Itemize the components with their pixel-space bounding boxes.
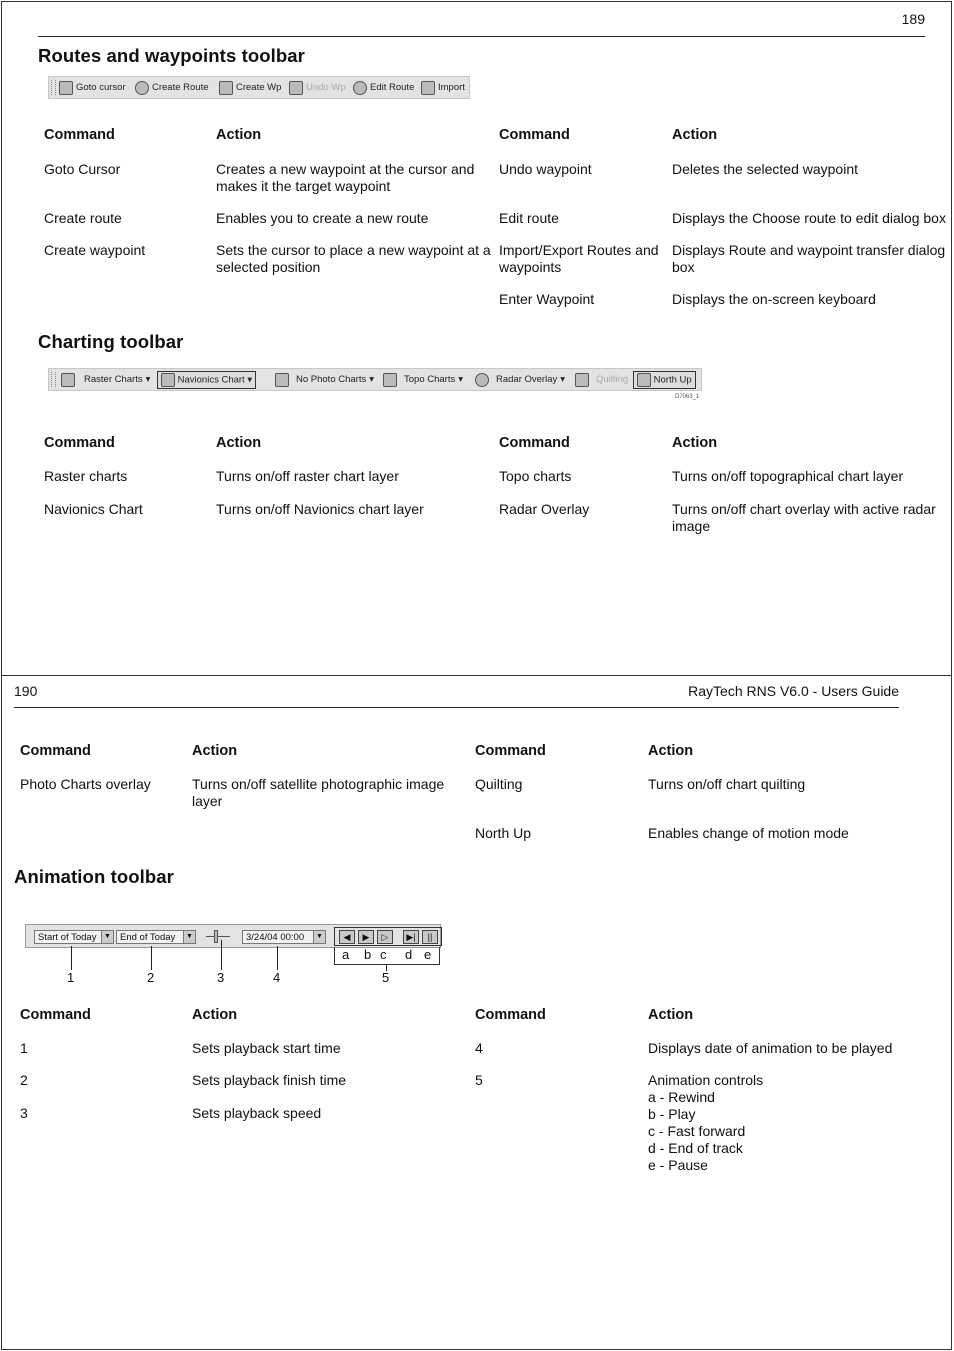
- toolbar-raster-charts: Raster Charts ▾: [61, 369, 150, 390]
- table-cell-action: Creates a new waypoint at the cursor and makes it the target waypoint: [216, 161, 475, 194]
- animation-action-header-right: Action: [648, 1007, 694, 1023]
- table-cell-action: Sets playback finish time: [192, 1072, 347, 1088]
- callout-number: 3: [217, 970, 225, 985]
- table-cell-action: Enables change of motion mode: [648, 825, 849, 841]
- page-number: 190: [14, 683, 38, 699]
- toolbar-navionics-chart: Navionics Chart ▾: [157, 369, 256, 390]
- page-190: [1, 675, 952, 1350]
- speed-slider-thumb: [214, 930, 218, 943]
- edit-route-icon: [353, 81, 367, 95]
- toolbar-topo-charts: Topo Charts ▾: [383, 369, 463, 390]
- charting-cont-action-header-right: Action: [648, 743, 694, 759]
- end-of-track-icon: ▶|: [403, 930, 419, 944]
- table-cell-action: Sets the cursor to place a new waypoint at a selected position: [216, 242, 491, 275]
- table-cell-action: Turns on/off topographical chart layer: [672, 468, 904, 484]
- charting-toolbar-image: [48, 368, 702, 391]
- table-cell-command: Photo Charts overlay: [20, 776, 151, 792]
- table-cell-command: 1: [20, 1040, 28, 1056]
- routes-command-header-left: Command: [44, 127, 115, 143]
- toolbar-create-wp: Create Wp: [219, 77, 281, 98]
- table-cell-command: Import/Export Routes and waypoints: [499, 242, 659, 275]
- table-cell-action: Turns on/off chart overlay with active radar image: [672, 501, 936, 534]
- charting-cont-command-header-left: Command: [20, 743, 91, 759]
- table-cell-action: Animation controls a - Rewind b - Play c - Fast forward d - End of track e - Pause: [648, 1072, 764, 1173]
- button-letter: e: [424, 947, 432, 962]
- callout-leader: [221, 940, 222, 970]
- charting-action-header-left: Action: [216, 435, 262, 451]
- charting-command-header-left: Command: [44, 435, 115, 451]
- callout-number: 4: [273, 970, 281, 985]
- header-rule: [14, 707, 899, 708]
- callout-number: 5: [382, 970, 390, 985]
- table-cell-action: Displays the on-screen keyboard: [672, 291, 876, 307]
- north-up-icon: [637, 373, 651, 387]
- table-cell-action: Turns on/off satellite photographic image layer: [192, 776, 445, 809]
- charting-action-header-right: Action: [672, 435, 718, 451]
- table-cell-action: Turns on/off raster chart layer: [216, 468, 399, 484]
- table-cell-command: Create route: [44, 210, 122, 226]
- page-189: [1, 1, 952, 676]
- pause-icon: ||: [422, 930, 438, 944]
- toolbar-photo-charts: No Photo Charts ▾: [275, 369, 374, 390]
- table-cell-action: Turns on/off chart quilting: [648, 776, 806, 792]
- toolbar-radar-overlay: Radar Overlay ▾: [475, 369, 565, 390]
- table-cell-command: 5: [475, 1072, 483, 1088]
- animation-toolbar-image: [25, 924, 441, 948]
- radar-icon: [475, 373, 489, 387]
- table-cell-command: 3: [20, 1105, 28, 1121]
- camera-icon: [275, 373, 289, 387]
- date-combo: 3/24/04 00:00 ▼: [242, 930, 326, 944]
- table-cell-action: Displays Route and waypoint transfer dialog box: [672, 242, 946, 275]
- toolbar-edit-route: Edit Route: [353, 77, 414, 98]
- rewind-icon: ◀: [339, 930, 355, 944]
- fast-forward-icon: ▷: [377, 930, 393, 944]
- table-cell-command: Enter Waypoint: [499, 291, 595, 307]
- table-cell-command: North Up: [475, 825, 532, 841]
- callout-leader: [277, 946, 278, 970]
- table-cell-action: Turns on/off Navionics chart layer: [216, 501, 424, 517]
- routes-command-header-right: Command: [499, 127, 570, 143]
- table-cell-command: Topo charts: [499, 468, 572, 484]
- toolbar-import: Import: [421, 77, 465, 98]
- table-cell-command: Create waypoint: [44, 242, 146, 258]
- navionics-icon: [161, 373, 175, 387]
- section-heading-animation: Animation toolbar: [14, 866, 174, 887]
- create-route-icon: [135, 81, 149, 95]
- table-cell-action: Displays the Choose route to edit dialog box: [672, 210, 946, 226]
- table-cell-command: Edit route: [499, 210, 559, 226]
- create-waypoint-icon: [219, 81, 233, 95]
- speed-slider-track: [206, 936, 230, 937]
- toolbar-create-route: Create Route: [135, 77, 209, 98]
- charting-command-header-right: Command: [499, 435, 570, 451]
- animation-action-header-left: Action: [192, 1007, 238, 1023]
- table-cell-action: Deletes the selected waypoint: [672, 161, 858, 177]
- header-rule: [38, 36, 925, 37]
- import-icon: [421, 81, 435, 95]
- callout-leader: [71, 946, 72, 970]
- raster-charts-icon: [61, 373, 75, 387]
- table-cell-command: Navionics Chart: [44, 501, 143, 517]
- callout-number: 1: [67, 970, 75, 985]
- table-cell-command: 4: [475, 1040, 483, 1056]
- routes-toolbar-image: [48, 76, 470, 99]
- goto-cursor-icon: [59, 81, 73, 95]
- section-heading-routes: Routes and waypoints toolbar: [38, 45, 305, 66]
- button-letter: b: [364, 947, 372, 962]
- page-number: 189: [901, 11, 925, 27]
- table-cell-command: Radar Overlay: [499, 501, 590, 517]
- start-time-combo: Start of Today ▼: [34, 930, 114, 944]
- table-cell-action: Enables you to create a new route: [216, 210, 429, 226]
- running-title: RayTech RNS V6.0 - Users Guide: [688, 683, 899, 699]
- toolbar-grip: [51, 372, 56, 387]
- table-cell-command: Quilting: [475, 776, 523, 792]
- toolbar-grip: [51, 80, 56, 95]
- button-letter: a: [342, 947, 350, 962]
- charting-cont-command-header-right: Command: [475, 743, 546, 759]
- animation-command-header-right: Command: [475, 1007, 546, 1023]
- routes-action-header-right: Action: [672, 127, 718, 143]
- callout-number: 2: [147, 970, 155, 985]
- toolbar-undo-wp: Undo Wp: [289, 77, 346, 98]
- section-heading-charting: Charting toolbar: [38, 331, 184, 352]
- charting-cont-action-header-left: Action: [192, 743, 238, 759]
- table-cell-command: Raster charts: [44, 468, 128, 484]
- routes-action-header-left: Action: [216, 127, 262, 143]
- callout-leader: [151, 946, 152, 970]
- quilting-icon: [575, 373, 589, 387]
- topo-icon: [383, 373, 397, 387]
- end-time-combo: End of Today ▼: [116, 930, 196, 944]
- figure-caption: D7063_1: [675, 394, 700, 400]
- table-cell-action: Displays date of animation to be played: [648, 1040, 893, 1056]
- toolbar-north-up: North Up: [633, 369, 696, 390]
- undo-waypoint-icon: [289, 81, 303, 95]
- animation-command-header-left: Command: [20, 1007, 91, 1023]
- table-cell-action: Sets playback speed: [192, 1105, 322, 1121]
- table-cell-command: Goto Cursor: [44, 161, 121, 177]
- button-letter: c: [380, 947, 387, 962]
- button-letter: d: [405, 947, 413, 962]
- table-cell-command: 2: [20, 1072, 28, 1088]
- table-cell-action: Sets playback start time: [192, 1040, 341, 1056]
- toolbar-goto-cursor: Goto cursor: [59, 77, 126, 98]
- play-icon: ▶: [358, 930, 374, 944]
- toolbar-quilting: Quilting: [575, 369, 628, 390]
- table-cell-command: Undo waypoint: [499, 161, 592, 177]
